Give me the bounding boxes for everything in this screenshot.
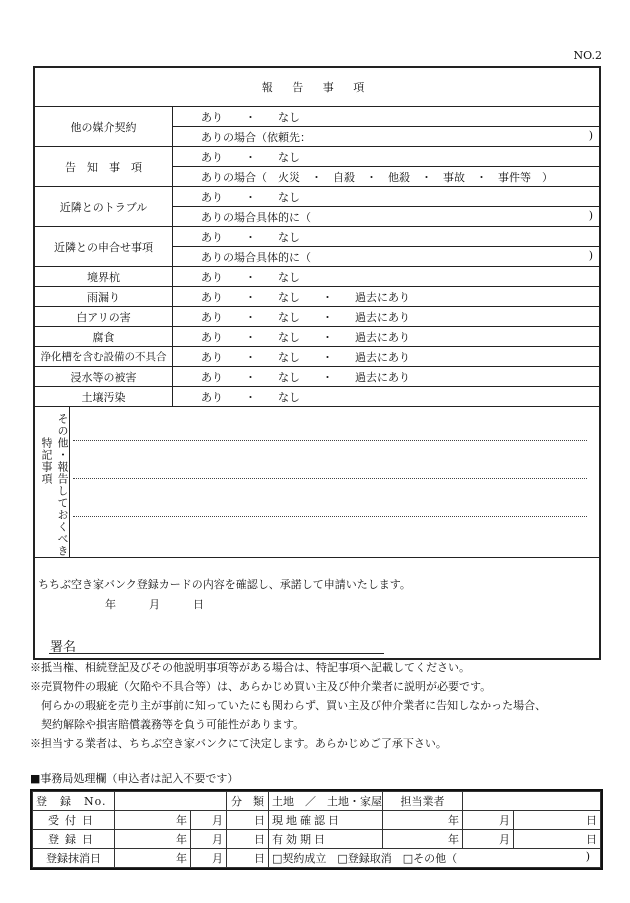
other-brokerage-choice[interactable]: あり ・ なし	[173, 107, 600, 127]
disclosure-detail[interactable]: ありの場合（ 火災 ・ 自殺 ・ 他殺 ・ 事故 ・ 事件等 ）	[173, 167, 600, 187]
row-label-termite: 白アリの害	[35, 307, 173, 327]
registered-label: 登録日	[33, 830, 115, 849]
soil-choice[interactable]: あり ・ なし	[173, 387, 600, 407]
special-notes-label: 特記事項	[40, 437, 53, 485]
note-item: 何らかの瑕疵を売り主が事前に知っていたにも関わらず、買い主及び仲介業者に告知しなかった場合、	[30, 699, 547, 712]
special-notes-line	[73, 516, 587, 517]
notes	[30, 658, 546, 753]
site-check-month[interactable]: 月	[463, 811, 514, 830]
row-label-leak: 雨漏り	[35, 287, 173, 307]
note-item: ※売買物件の瑕疵（欠陥や不具合等）は、あらかじめ買い主及び仲介業者に説明が必要です。	[30, 680, 492, 693]
neighbor-agreement-choice[interactable]: あり ・ なし	[173, 227, 600, 247]
cancel-reasons[interactable]	[269, 849, 601, 868]
reg-no-field[interactable]	[115, 792, 227, 811]
expiry-day[interactable]: 日	[514, 830, 601, 849]
cancelled-label: 登録抹消日	[33, 849, 115, 868]
row-label-disclosure: 告 知 事 項	[35, 147, 173, 187]
site-check-year[interactable]: 年	[383, 811, 463, 830]
special-notes-line	[73, 440, 587, 441]
agent-label: 担当業者	[383, 792, 463, 811]
expiry-year[interactable]: 年	[383, 830, 463, 849]
application-date[interactable]: 年 月 日	[105, 598, 204, 611]
equipment-choice[interactable]: あり ・ なし ・ 過去にあり	[173, 347, 600, 367]
report-table	[33, 66, 601, 660]
note-item: ※抵当権、相続登記及びその他説明事項等がある場合は、特記事項へ記載してください。	[30, 661, 470, 674]
expiry-label: 有効期日	[269, 830, 383, 849]
page-number: NO.2	[573, 49, 602, 62]
special-notes-area[interactable]	[35, 407, 600, 558]
cancelled-day[interactable]: 日	[227, 849, 269, 868]
row-label-boundary: 境界杭	[35, 267, 173, 287]
report-title: 報 告 事 項	[35, 68, 600, 107]
category-options[interactable]: 土地 ／ 土地・家屋	[269, 792, 383, 811]
special-notes-line	[73, 478, 587, 479]
confirmation-area	[35, 558, 600, 659]
site-check-day[interactable]: 日	[514, 811, 601, 830]
neighbor-trouble-detail[interactable]: ありの場合具体的に（ )	[173, 207, 600, 227]
signature-field[interactable]	[49, 653, 384, 654]
cancelled-month[interactable]: 月	[191, 849, 227, 868]
row-label-equipment: 浄化槽を含む設備の不具合	[35, 347, 173, 367]
row-label-neighbor-agreement: 近隣との申合せ事項	[35, 227, 173, 267]
cancel-reason-options[interactable]: □契約成立 □登録取消 □その他（	[272, 852, 458, 865]
termite-choice[interactable]: あり ・ なし ・ 過去にあり	[173, 307, 600, 327]
note-item: ※担当する業者は、ちちぶ空き家バンクにて決定します。あらかじめご了承下さい。	[30, 737, 447, 750]
leak-choice[interactable]: あり ・ なし ・ 過去にあり	[173, 287, 600, 307]
row-label-other-brokerage: 他の媒介契約	[35, 107, 173, 147]
received-day[interactable]: 日	[227, 811, 269, 830]
corrosion-choice[interactable]: あり ・ なし ・ 過去にあり	[173, 327, 600, 347]
special-notes-sublabel: その他・報告しておくべき	[56, 413, 69, 557]
row-label-flood: 浸水等の被害	[35, 367, 173, 387]
cancelled-year[interactable]: 年	[115, 849, 191, 868]
agent-field[interactable]	[463, 792, 601, 811]
neighbor-trouble-choice[interactable]: あり ・ なし	[173, 187, 600, 207]
received-month[interactable]: 月	[191, 811, 227, 830]
received-year[interactable]: 年	[115, 811, 191, 830]
reg-no-label: 登 録 No.	[33, 792, 115, 811]
disclosure-choice[interactable]: あり ・ なし	[173, 147, 600, 167]
boundary-choice[interactable]: あり ・ なし	[173, 267, 600, 287]
row-label-neighbor-trouble: 近隣とのトラブル	[35, 187, 173, 227]
registered-month[interactable]: 月	[191, 830, 227, 849]
category-label: 分 類	[227, 792, 269, 811]
office-section-title: ■事務局処理欄（申込者は記入不要です）	[30, 772, 239, 785]
office-table	[30, 789, 603, 870]
other-brokerage-detail[interactable]: ありの場合（依頼先： )	[173, 127, 600, 147]
confirmation-text: ちちぶ空き家バンク登録カードの内容を確認し、承諾して申請いたします。	[38, 578, 411, 591]
neighbor-agreement-detail[interactable]: ありの場合具体的に（ )	[173, 247, 600, 267]
registered-year[interactable]: 年	[115, 830, 191, 849]
flood-choice[interactable]: あり ・ なし ・ 過去にあり	[173, 367, 600, 387]
note-item: 契約解除や損害賠償義務等を負う可能性があります。	[30, 718, 305, 731]
signature-label: 署名	[50, 640, 77, 655]
registered-day[interactable]: 日	[227, 830, 269, 849]
received-label: 受付日	[33, 811, 115, 830]
expiry-month[interactable]: 月	[463, 830, 514, 849]
row-label-soil: 土壌汚染	[35, 387, 173, 407]
row-label-corrosion: 腐食	[35, 327, 173, 347]
site-check-label: 現地確認日	[269, 811, 383, 830]
cancel-reason-close: )	[585, 850, 590, 863]
